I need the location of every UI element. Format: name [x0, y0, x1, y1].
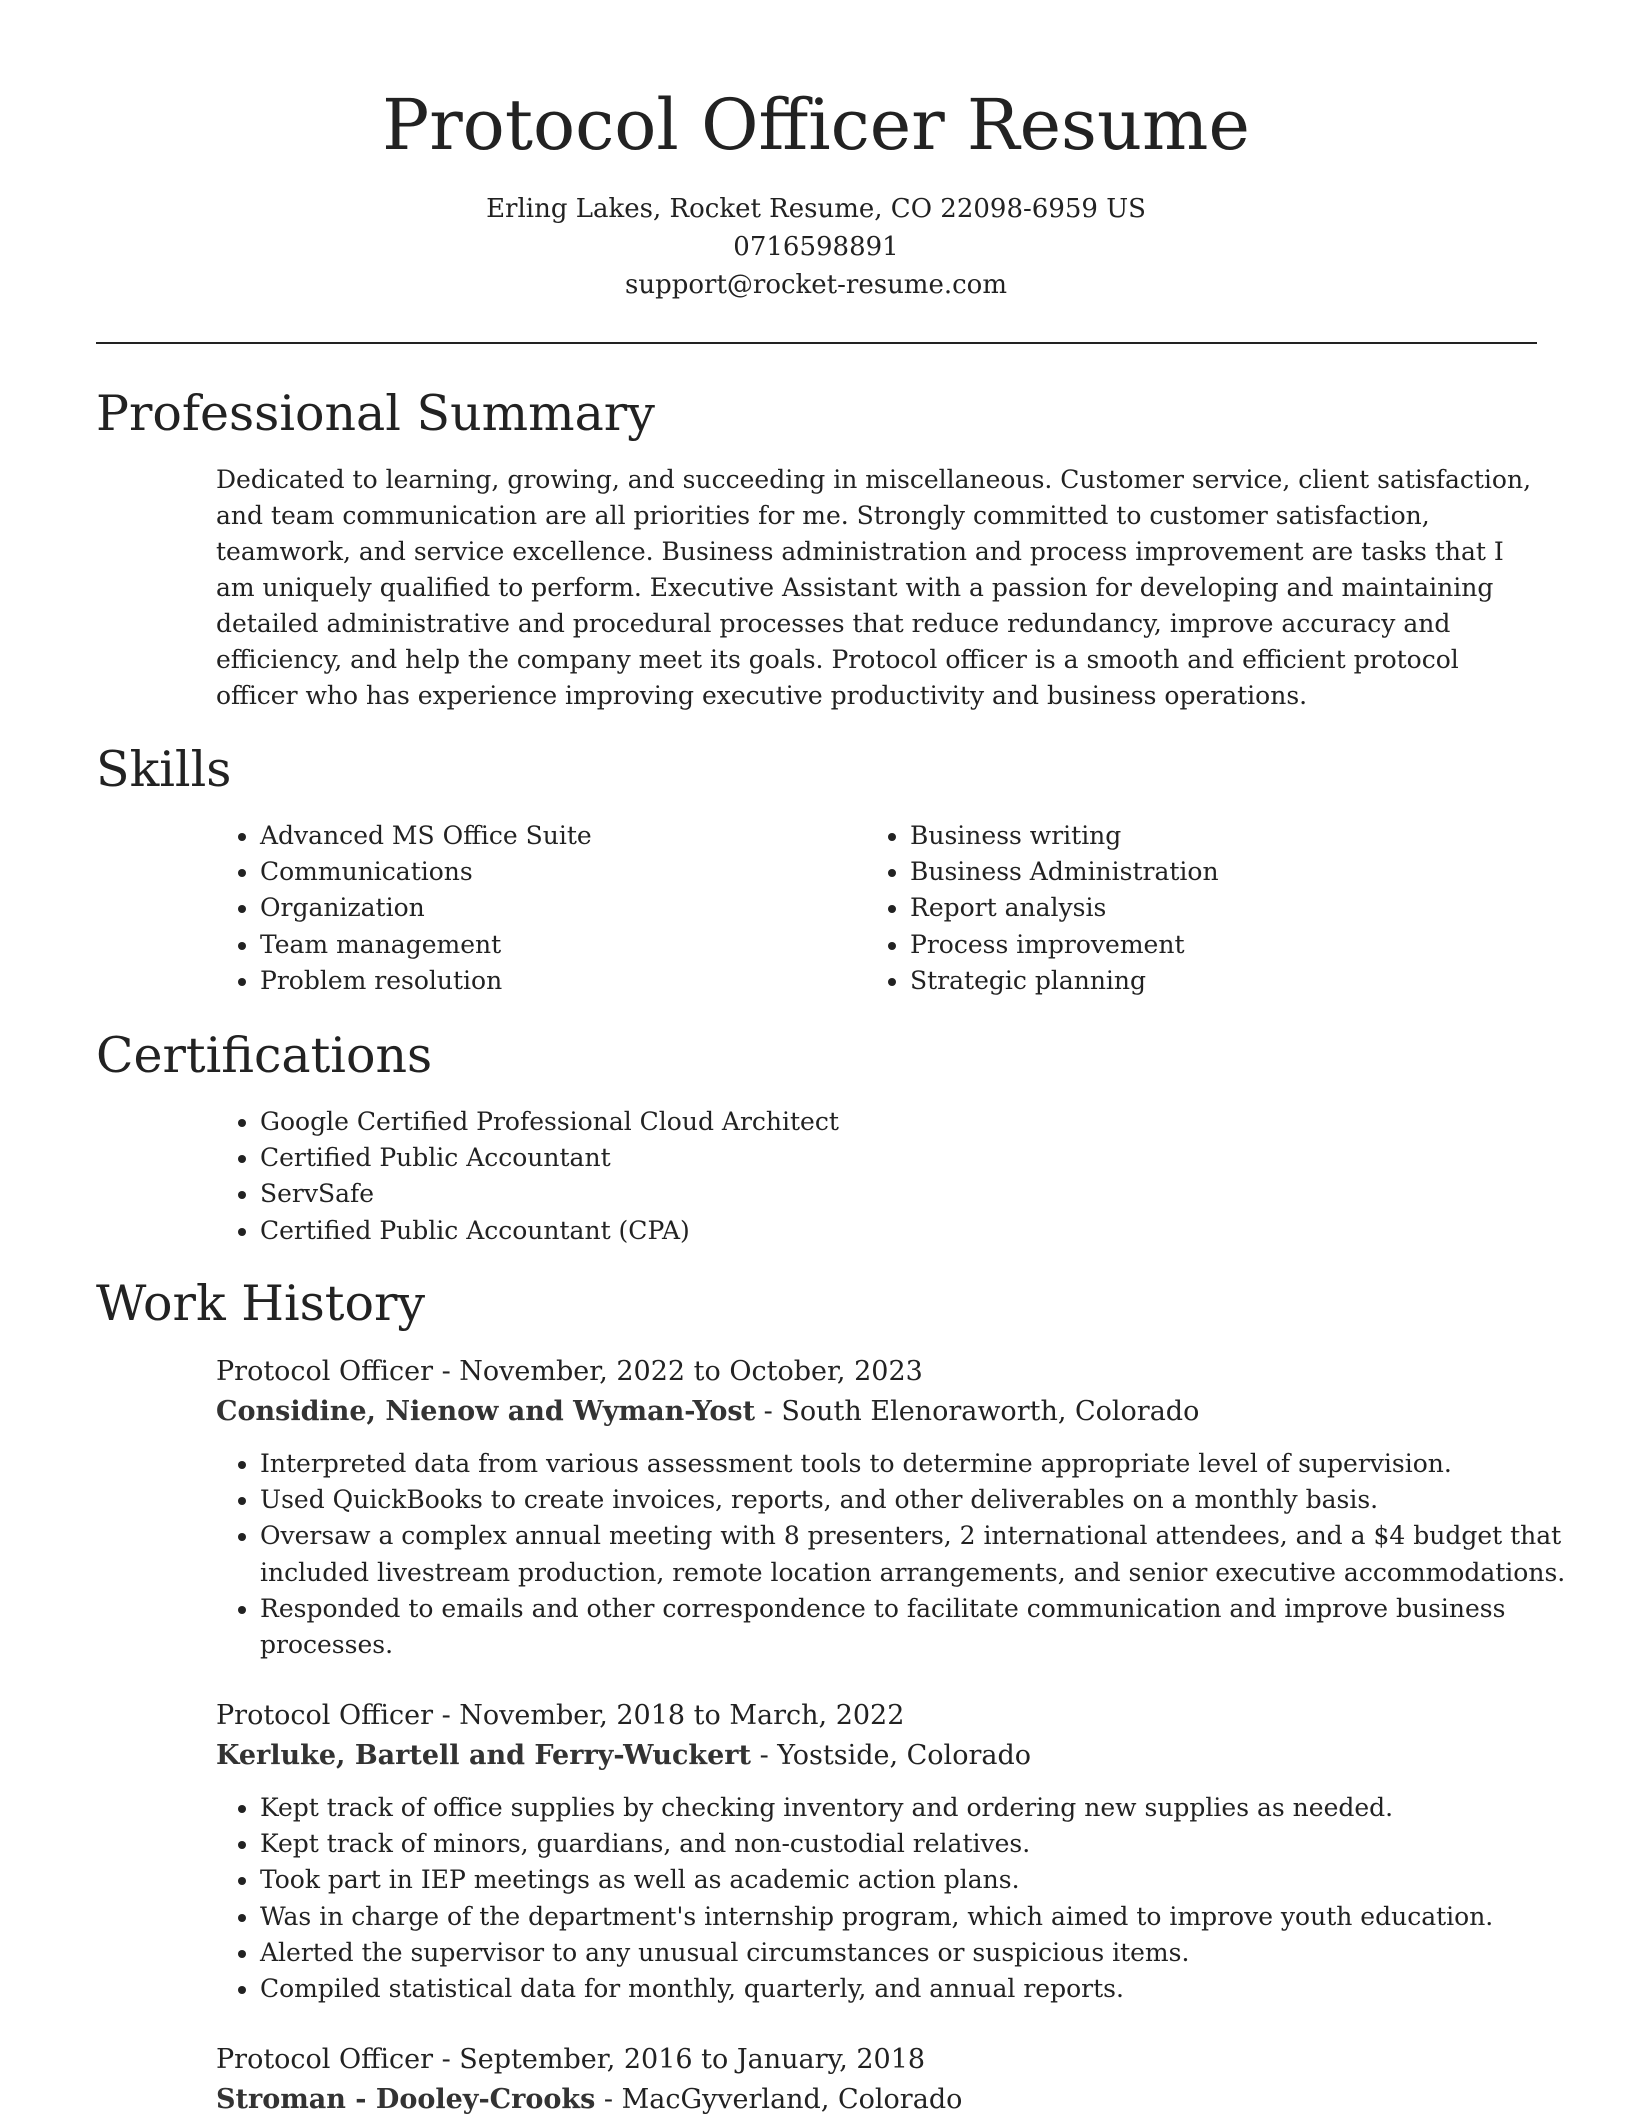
skill-item: • Problem resolution [260, 963, 860, 999]
duty-item: • Responded to emails and other correspondence to facilitate communication and improve business processes. [260, 1591, 1580, 1663]
page-title: Protocol Officer Resume [382, 84, 1250, 166]
certification-item: • Google Certified Professional Cloud Architect [260, 1104, 1560, 1140]
company-name: Considine, Nienow and Wyman-Yost [216, 1396, 756, 1427]
separator: - [750, 1740, 778, 1771]
job-title-line [216, 1352, 923, 1392]
skill-item: • Process improvement [910, 927, 1550, 963]
job-location: South Elenoraworth, Colorado [781, 1396, 1200, 1427]
header-divider [96, 342, 1537, 344]
summary-text: Dedicated to learning, growing, and succeeding in miscellaneous. Customer service, client satisfaction, and team communication are all priorities for me. Strongly committed to customer satisfaction, teamwork, and service excellence. Business administration and process improvement are tasks that I am uniquely qualified to perform. Executive Assistant with a passion for developing and maintaining detailed administrative and procedural processes that reduce redundancy, improve accuracy and efficiency, and help the company meet its goals. Protocol officer is a smooth and efficient protocol officer who has experience improving executive productivity and business operations. [216, 465, 1532, 710]
work-history-heading: Work History [96, 1275, 426, 1332]
job-location: MacGyverland, Colorado [621, 2084, 963, 2115]
company-name: Stroman - Dooley-Crooks [216, 2084, 596, 2115]
job-company-line [216, 1736, 1031, 1776]
job-dates: September, 2016 to January, 2018 [459, 2044, 926, 2075]
duty-item: • Kept track of office supplies by checking inventory and ordering new supplies as needed. [260, 1790, 1580, 1826]
skill-item: • Business Administration [910, 854, 1550, 890]
address: Erling Lakes, Rocket Resume, CO 22098-6959 US [486, 194, 1146, 224]
job-dates: November, 2018 to March, 2022 [459, 1700, 905, 1731]
certifications-heading: Certifications [96, 1027, 433, 1084]
job-title-line [216, 2040, 925, 2080]
company-name: Kerluke, Bartell and Ferry-Wuckert [216, 1740, 751, 1771]
duty-item: • Compiled statistical data for monthly, quarterly, and annual reports. [260, 1971, 1580, 2007]
job-dates: November, 2022 to October, 2023 [459, 1356, 923, 1387]
skill-item: • Strategic planning [910, 963, 1550, 999]
certifications-list [216, 1104, 1560, 1249]
certification-item: • ServSafe [260, 1176, 1560, 1212]
job-duties-list [216, 1790, 1580, 2007]
skills-heading: Skills [96, 741, 232, 798]
skill-item: • Team management [260, 927, 860, 963]
job-location: Yostside, Colorado [777, 1740, 1031, 1771]
duty-item: • Used QuickBooks to create invoices, reports, and other deliverables on a monthly basis. [260, 1482, 1580, 1518]
separator: - [433, 1700, 460, 1731]
skill-item: • Business writing [910, 818, 1550, 854]
job-company-line [216, 1392, 1199, 1432]
skills-list-left [216, 818, 860, 999]
job-title: Protocol Officer [216, 1356, 433, 1387]
skills-list-right [866, 818, 1550, 999]
job-title: Protocol Officer [216, 1700, 433, 1731]
job-title: Protocol Officer [216, 2044, 433, 2075]
summary-heading: Professional Summary [96, 385, 655, 442]
job-company-line [216, 2080, 962, 2120]
contact-info [0, 190, 1632, 304]
separator: - [433, 2044, 460, 2075]
job-duties-list [216, 1446, 1580, 1663]
phone: 0716598891 [733, 232, 899, 262]
email: support@rocket-resume.com [624, 270, 1007, 300]
skill-item: • Advanced MS Office Suite [260, 818, 860, 854]
job-title-line [216, 1696, 904, 1736]
separator: - [755, 1396, 782, 1427]
certification-item: • Certified Public Accountant (CPA) [260, 1213, 1560, 1249]
separator: - [433, 1356, 460, 1387]
skill-item: • Organization [260, 890, 860, 926]
separator: - [595, 2084, 622, 2115]
duty-item: • Took part in IEP meetings as well as academic action plans. [260, 1862, 1580, 1898]
duty-item: • Oversaw a complex annual meeting with 8 presenters, 2 international attendees, and a $4 budget that included livestream production, remote location arrangements, and senior executive accommodations. [260, 1518, 1580, 1590]
skill-item: • Communications [260, 854, 860, 890]
duty-item: • Was in charge of the department's internship program, which aimed to improve youth education. [260, 1899, 1580, 1935]
duty-item: • Alerted the supervisor to any unusual circumstances or suspicious items. [260, 1935, 1580, 1971]
certification-item: • Certified Public Accountant [260, 1140, 1560, 1176]
duty-item: • Interpreted data from various assessment tools to determine appropriate level of supervision. [260, 1446, 1580, 1482]
duty-item: • Kept track of minors, guardians, and non-custodial relatives. [260, 1826, 1580, 1862]
skill-item: • Report analysis [910, 890, 1550, 926]
